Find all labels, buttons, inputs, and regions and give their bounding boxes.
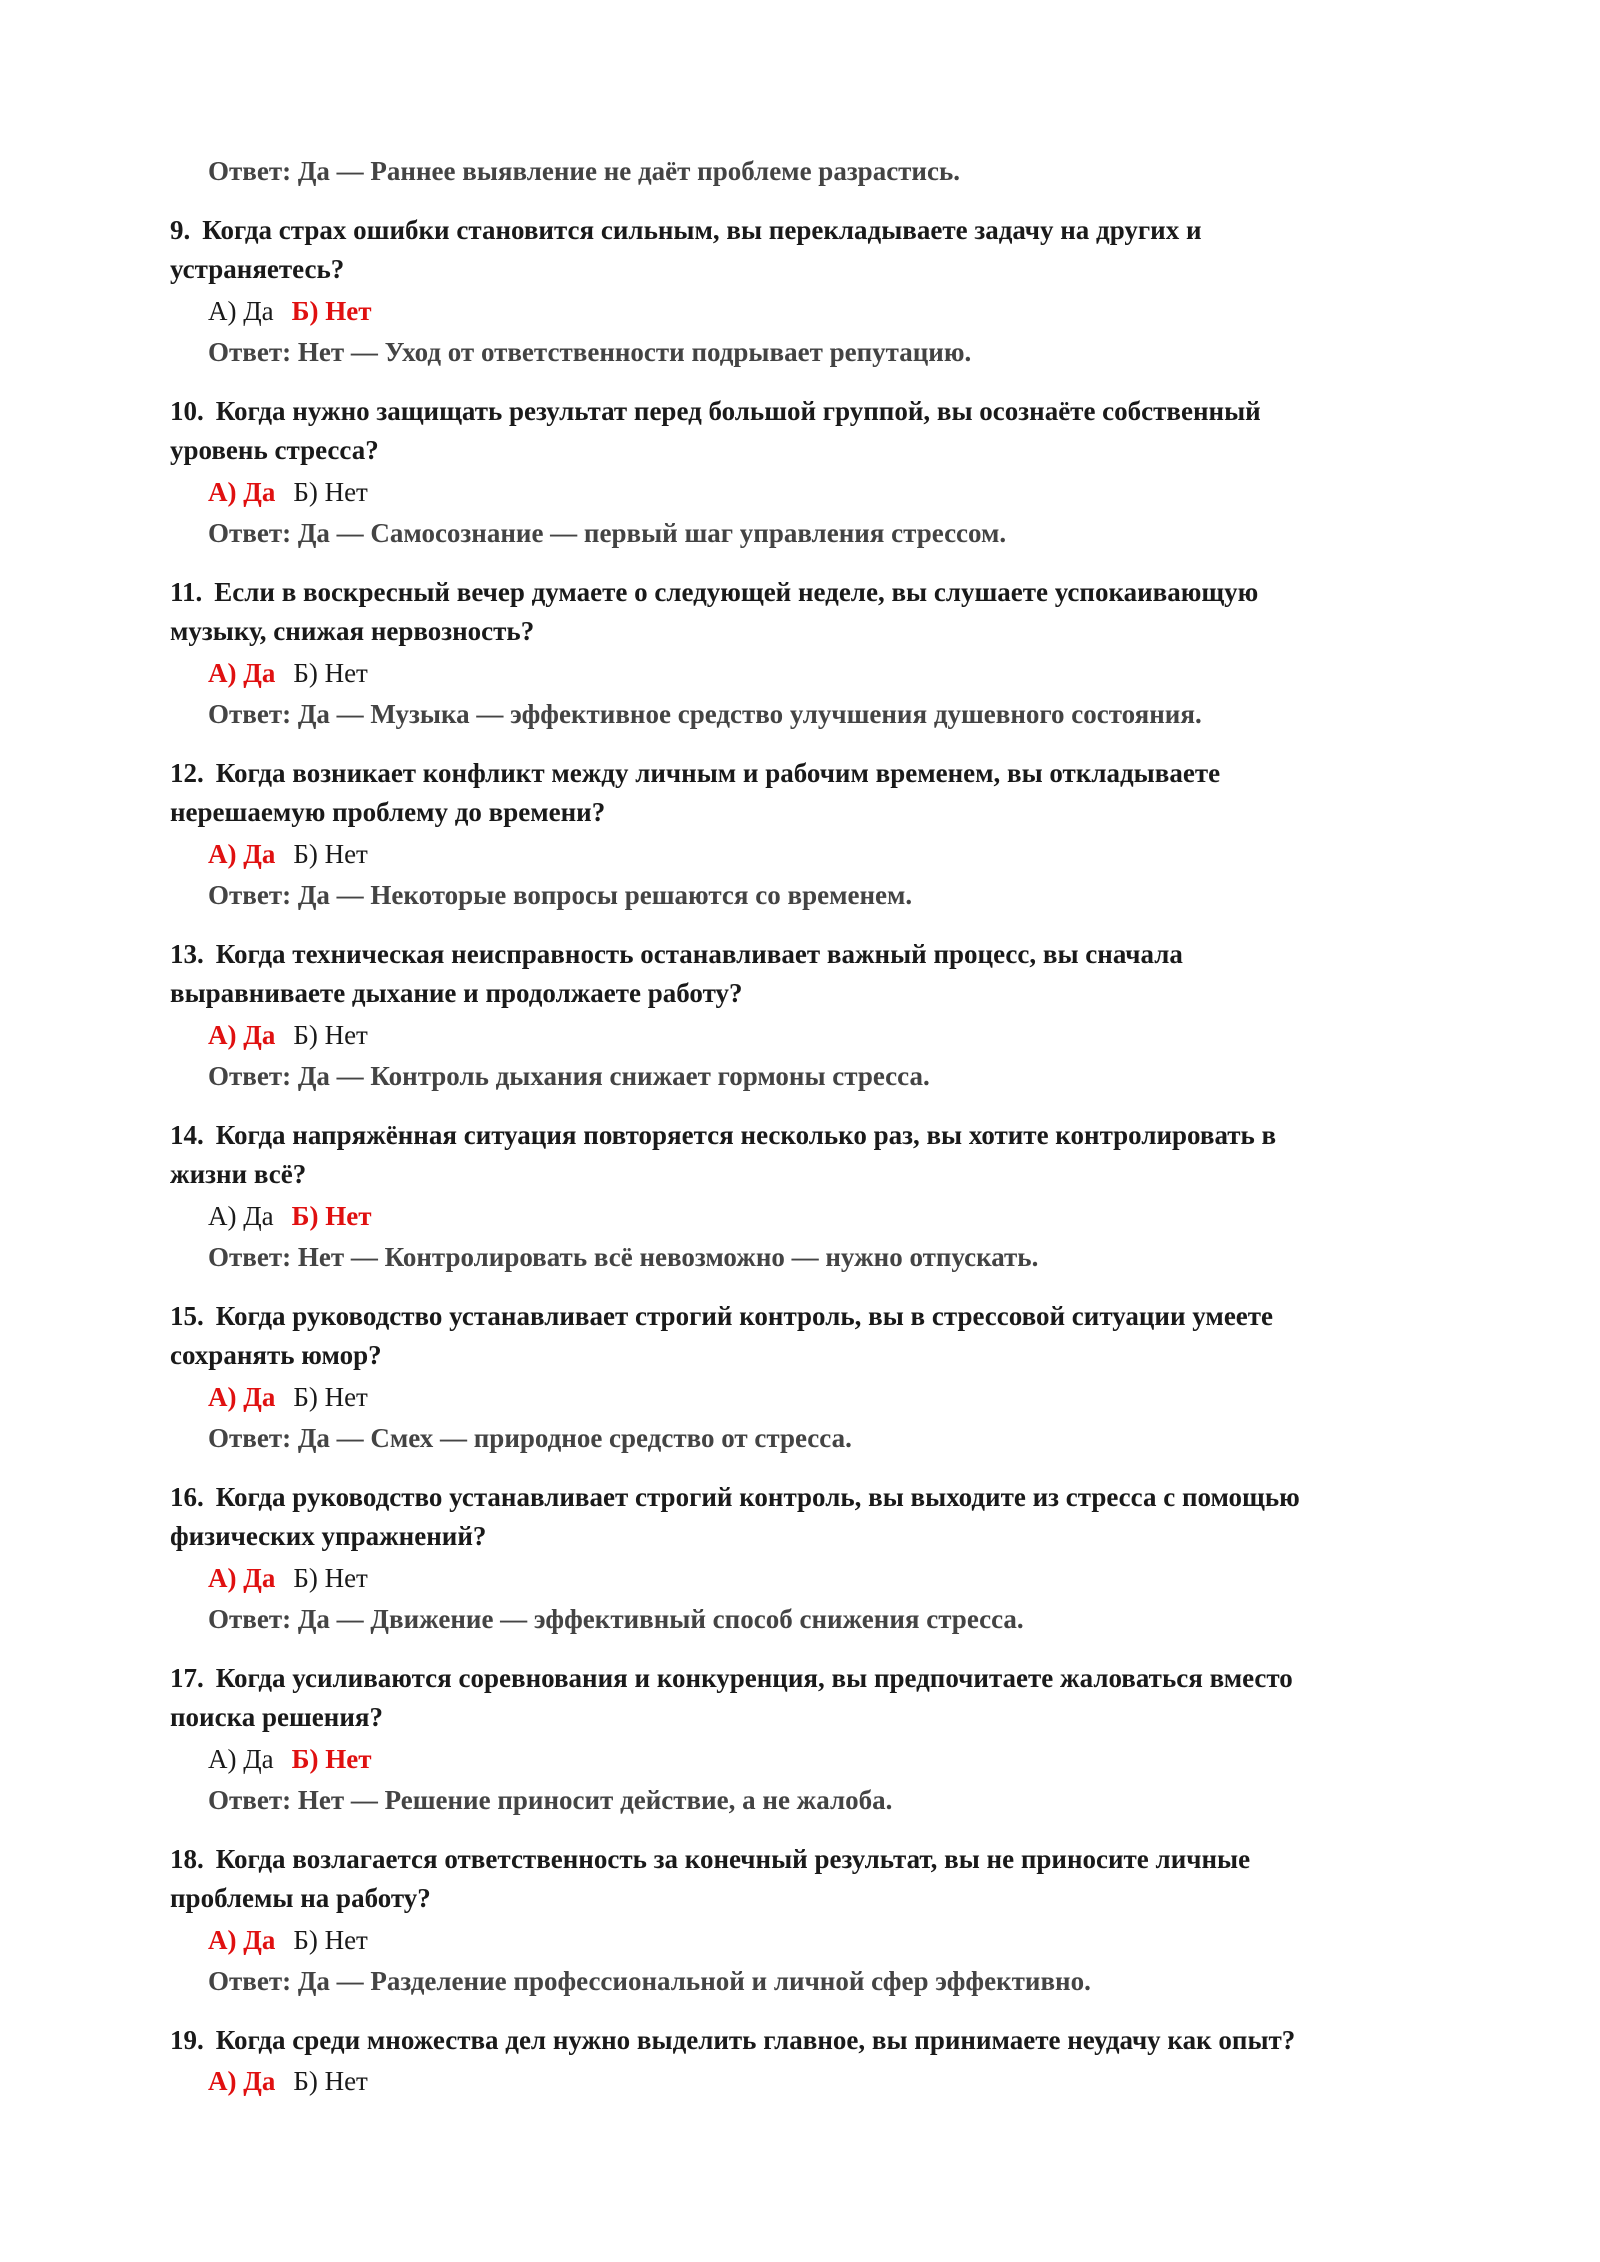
answer-text: Ответ: Да — Контроль дыхания снижает гормоны стресса. xyxy=(208,1061,930,1091)
answer-text: Ответ: Да — Музыка — эффективное средство улучшения душевного состояния. xyxy=(208,699,1202,729)
question-text: Когда техническая неисправность останавливает важный процесс, вы сначала xyxy=(215,939,1183,969)
question-14-line-2: жизни всё? xyxy=(170,1159,307,1189)
option-a-selected[interactable]: А) Да xyxy=(208,1925,276,1955)
option-b[interactable]: Б) Нет xyxy=(293,477,368,507)
question-11-line-1 xyxy=(170,574,1258,610)
question-number: 18. xyxy=(170,1844,204,1874)
option-b[interactable]: Б) Нет xyxy=(293,2066,368,2096)
question-11-line-2: музыку, снижая нервозность? xyxy=(170,616,535,646)
option-b[interactable]: Б) Нет xyxy=(293,839,368,869)
question-15-line-1 xyxy=(170,1298,1273,1334)
question-9-line-2: устраняетесь? xyxy=(170,254,345,284)
answer-text: Ответ: Да — Смех — природное средство от стресса. xyxy=(208,1423,852,1453)
question-11-options xyxy=(208,655,368,691)
answer-text: Ответ: Нет — Решение приносит действие, а не жалоба. xyxy=(208,1785,893,1815)
question-13-line-2: выравниваете дыхание и продолжаете работу? xyxy=(170,978,743,1008)
answer-text: Ответ: Да — Самосознание — первый шаг управления стрессом. xyxy=(208,518,1007,548)
question-12-options xyxy=(208,836,368,872)
option-a-selected[interactable]: А) Да xyxy=(208,477,276,507)
question-9-line-1 xyxy=(170,212,1202,248)
question-text: Когда среди множества дел нужно выделить главное, вы принимаете неудачу как опыт? xyxy=(215,2025,1296,2055)
question-17-line-2: поиска решения? xyxy=(170,1702,383,1732)
option-a[interactable]: А) Да xyxy=(208,1201,274,1231)
question-number: 14. xyxy=(170,1120,204,1150)
question-12-line-2: нерешаемую проблему до времени? xyxy=(170,797,606,827)
question-14-options xyxy=(208,1198,372,1234)
answer-text: Ответ: Да — Раннее выявление не даёт проблеме разрастись. xyxy=(208,156,961,186)
question-text: Когда возлагается ответственность за конечный результат, вы не приносите личные xyxy=(215,1844,1251,1874)
option-a-selected[interactable]: А) Да xyxy=(208,658,276,688)
answer-text: Ответ: Да — Движение — эффективный способ снижения стресса. xyxy=(208,1604,1024,1634)
question-16-line-1 xyxy=(170,1479,1300,1515)
question-number: 19. xyxy=(170,2025,204,2055)
question-10-line-2: уровень стресса? xyxy=(170,435,379,465)
question-10-options xyxy=(208,474,368,510)
question-13-line-1 xyxy=(170,936,1183,972)
question-number: 12. xyxy=(170,758,204,788)
answer-text: Ответ: Нет — Контролировать всё невозможно — нужно отпускать. xyxy=(208,1242,1039,1272)
option-a-selected[interactable]: А) Да xyxy=(208,1382,276,1412)
option-a-selected[interactable]: А) Да xyxy=(208,2066,276,2096)
question-text: Когда страх ошибки становится сильным, вы перекладываете задачу на других и xyxy=(202,215,1202,245)
question-number: 10. xyxy=(170,396,204,426)
question-19-options xyxy=(208,2063,368,2099)
question-14-line-1 xyxy=(170,1117,1276,1153)
question-15-line-2: сохранять юмор? xyxy=(170,1340,382,1370)
question-number: 16. xyxy=(170,1482,204,1512)
option-b[interactable]: Б) Нет xyxy=(293,1382,368,1412)
answer-text: Ответ: Да — Некоторые вопросы решаются со временем. xyxy=(208,880,913,910)
question-12-line-1 xyxy=(170,755,1220,791)
question-number: 11. xyxy=(170,577,203,607)
question-19-line-1 xyxy=(170,2022,1295,2058)
question-16-line-2: физических упражнений? xyxy=(170,1521,487,1551)
question-number: 15. xyxy=(170,1301,204,1331)
question-15-options xyxy=(208,1379,368,1415)
answer-text: Ответ: Да — Разделение профессиональной и личной сфер эффективно. xyxy=(208,1966,1091,1996)
question-18-line-2: проблемы на работу? xyxy=(170,1883,431,1913)
option-b[interactable]: Б) Нет xyxy=(293,1925,368,1955)
question-text: Если в воскресный вечер думаете о следующей неделе, вы слушаете успокаивающую xyxy=(214,577,1259,607)
option-b[interactable]: Б) Нет xyxy=(293,1020,368,1050)
option-b-selected[interactable]: Б) Нет xyxy=(291,1744,372,1774)
option-a-selected[interactable]: А) Да xyxy=(208,1020,276,1050)
question-text: Когда руководство устанавливает строгий контроль, вы выходите из стресса с помощью xyxy=(215,1482,1300,1512)
question-17-options xyxy=(208,1741,372,1777)
question-18-line-1 xyxy=(170,1841,1250,1877)
question-text: Когда усиливаются соревнования и конкуренция, вы предпочитаете жаловаться вместо xyxy=(215,1663,1293,1693)
question-number: 13. xyxy=(170,939,204,969)
option-a-selected[interactable]: А) Да xyxy=(208,1563,276,1593)
option-b[interactable]: Б) Нет xyxy=(293,658,368,688)
question-13-options xyxy=(208,1017,368,1053)
option-a[interactable]: А) Да xyxy=(208,296,274,326)
option-b-selected[interactable]: Б) Нет xyxy=(291,296,372,326)
question-text: Когда нужно защищать результат перед большой группой, вы осознаёте собственный xyxy=(215,396,1261,426)
question-number: 9. xyxy=(170,215,191,245)
answer-text: Ответ: Нет — Уход от ответственности подрывает репутацию. xyxy=(208,337,972,367)
option-b-selected[interactable]: Б) Нет xyxy=(291,1201,372,1231)
question-9-options xyxy=(208,293,372,329)
question-10-line-1 xyxy=(170,393,1261,429)
question-18-options xyxy=(208,1922,368,1958)
question-number: 17. xyxy=(170,1663,204,1693)
question-text: Когда руководство устанавливает строгий контроль, вы в стрессовой ситуации умеете xyxy=(215,1301,1274,1331)
option-a-selected[interactable]: А) Да xyxy=(208,839,276,869)
option-a[interactable]: А) Да xyxy=(208,1744,274,1774)
question-17-line-1 xyxy=(170,1660,1293,1696)
question-16-options xyxy=(208,1560,368,1596)
question-text: Когда напряжённая ситуация повторяется несколько раз, вы хотите контролировать в xyxy=(215,1120,1277,1150)
question-text: Когда возникает конфликт между личным и рабочим временем, вы откладываете xyxy=(215,758,1221,788)
option-b[interactable]: Б) Нет xyxy=(293,1563,368,1593)
